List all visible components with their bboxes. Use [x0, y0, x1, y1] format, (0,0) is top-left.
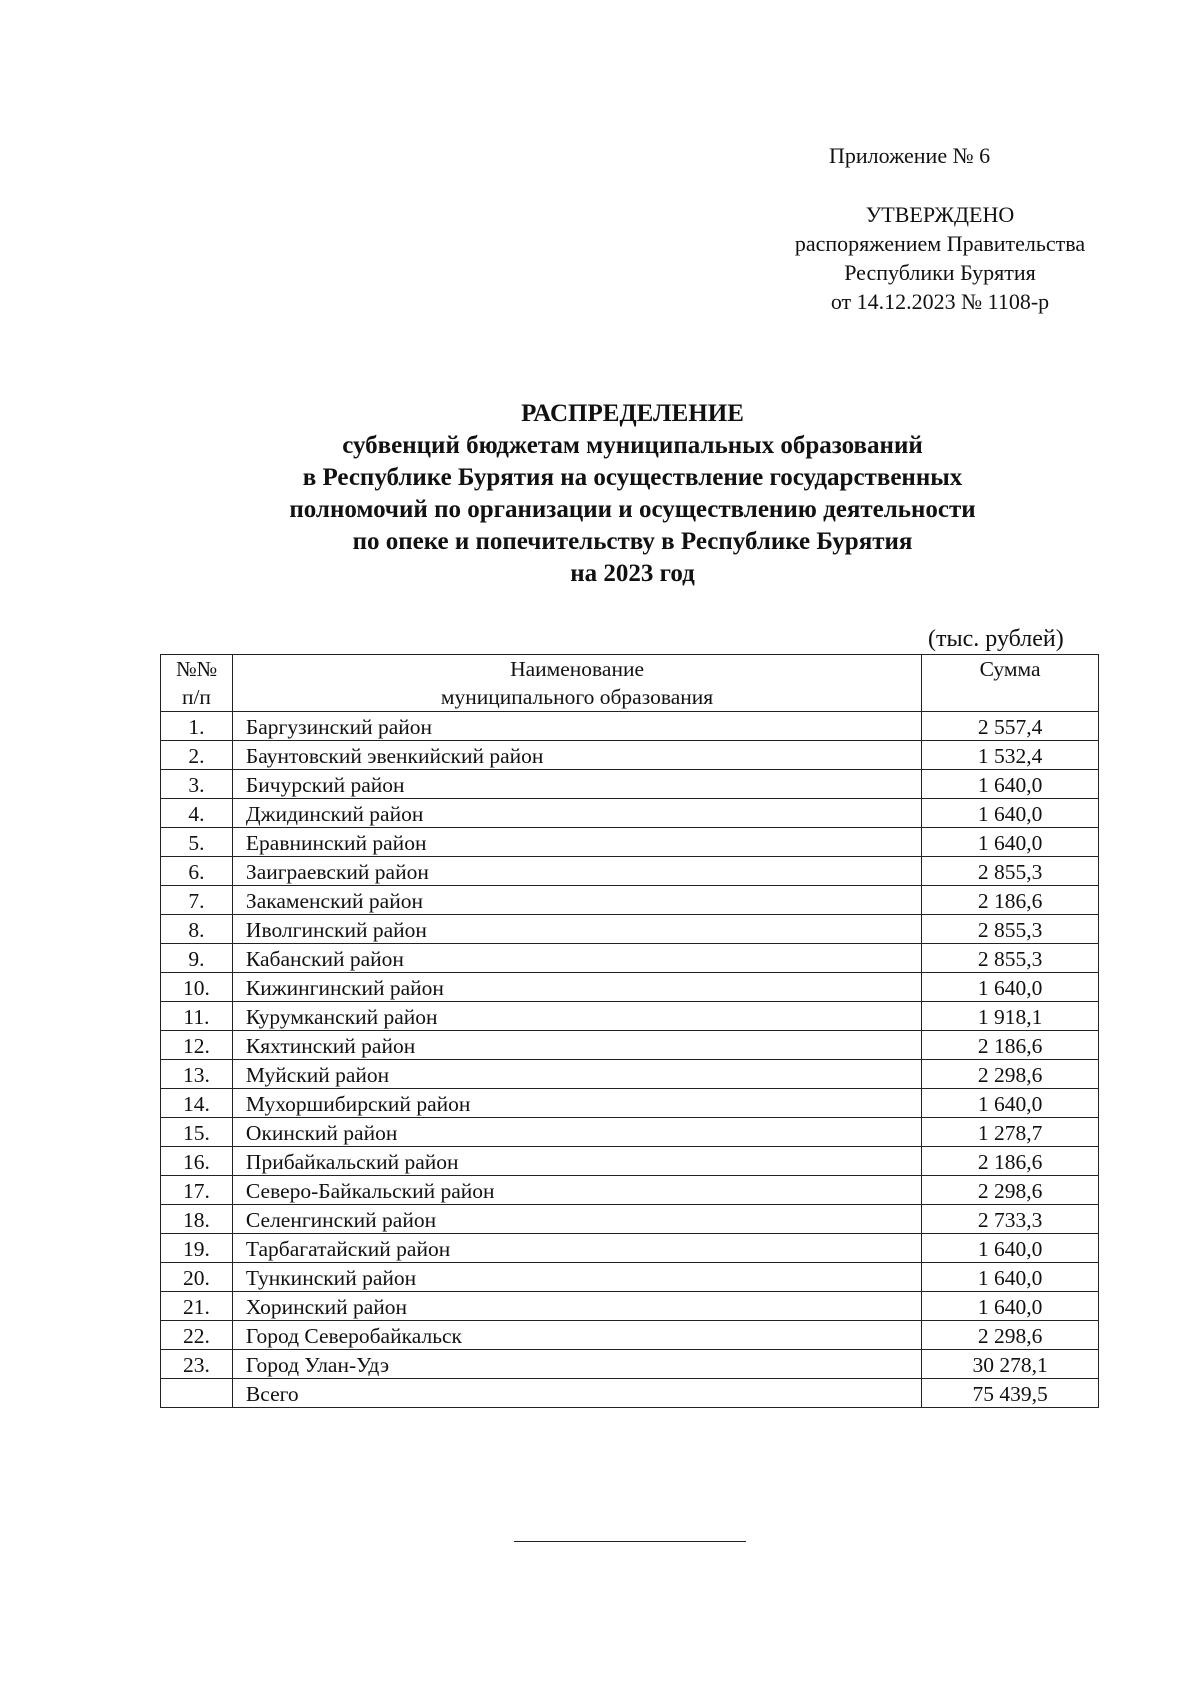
- row-num: 10.: [161, 973, 233, 1002]
- header-num: [161, 655, 233, 712]
- title-line: РАСПРЕДЕЛЕНИЕ: [521, 400, 744, 427]
- row-name: Окинский район: [232, 1118, 921, 1147]
- row-num: 5.: [161, 828, 233, 857]
- row-num: 12.: [161, 1031, 233, 1060]
- table-row: [161, 1234, 1099, 1263]
- table-row: [161, 1031, 1099, 1060]
- row-num: 19.: [161, 1234, 233, 1263]
- row-sum: 2 298,6: [922, 1060, 1099, 1089]
- row-num: 7.: [161, 886, 233, 915]
- approval-line: распоряжением Правительства: [794, 231, 1086, 256]
- row-name: Джидинский район: [232, 799, 921, 828]
- approval-line: УТВЕРЖДЕНО: [865, 202, 1015, 227]
- table-row: [161, 1118, 1099, 1147]
- row-sum: 2 298,6: [922, 1176, 1099, 1205]
- table-row: [161, 915, 1099, 944]
- row-num: 14.: [161, 1089, 233, 1118]
- row-name: Тункинский район: [232, 1263, 921, 1292]
- row-sum: 2 557,4: [922, 712, 1099, 741]
- row-num: 8.: [161, 915, 233, 944]
- table-row: [161, 944, 1099, 973]
- table-header-row: [161, 655, 1099, 712]
- row-name: Город Северобайкальск: [232, 1321, 921, 1350]
- table-row: [161, 1176, 1099, 1205]
- table-row: [161, 973, 1099, 1002]
- row-sum: 2 186,6: [922, 1031, 1099, 1060]
- title-line: по опеке и попечительству в Республике Бурятия: [352, 528, 913, 555]
- row-sum: 1 640,0: [922, 1292, 1099, 1321]
- table-row: [161, 857, 1099, 886]
- table-row: [161, 799, 1099, 828]
- table-row: [161, 741, 1099, 770]
- title-line: на 2023 год: [570, 560, 695, 587]
- table-row: [161, 1321, 1099, 1350]
- total-num: [161, 1379, 233, 1408]
- row-num: 18.: [161, 1205, 233, 1234]
- row-sum: 1 278,7: [922, 1118, 1099, 1147]
- row-num: 3.: [161, 770, 233, 799]
- row-name: Кижингинский район: [232, 973, 921, 1002]
- row-name: Тарбагатайский район: [232, 1234, 921, 1263]
- row-sum: 1 640,0: [922, 973, 1099, 1002]
- table-row: [161, 1089, 1099, 1118]
- header-num-line: п/п: [181, 685, 211, 709]
- row-name: Курумканский район: [232, 1002, 921, 1031]
- row-name: Муйский район: [232, 1060, 921, 1089]
- appendix-label: Приложение № 6: [829, 143, 991, 168]
- header-num-line: №№: [175, 657, 217, 681]
- row-num: 6.: [161, 857, 233, 886]
- total-label: Всего: [232, 1379, 921, 1408]
- row-num: 21.: [161, 1292, 233, 1321]
- table-row: [161, 1205, 1099, 1234]
- row-num: 11.: [161, 1002, 233, 1031]
- row-name: Кяхтинский район: [232, 1031, 921, 1060]
- row-name: Баргузинский район: [232, 712, 921, 741]
- row-name: Прибайкальский район: [232, 1147, 921, 1176]
- row-name: Северо-Байкальский район: [232, 1176, 921, 1205]
- table-row: [161, 828, 1099, 857]
- row-name: Город Улан-Удэ: [232, 1350, 921, 1379]
- row-num: 23.: [161, 1350, 233, 1379]
- table-row: [161, 1147, 1099, 1176]
- table-row: [161, 1263, 1099, 1292]
- row-name: Мухоршибирский район: [232, 1089, 921, 1118]
- row-num: 4.: [161, 799, 233, 828]
- row-sum: 1 640,0: [922, 1263, 1099, 1292]
- row-sum: 2 186,6: [922, 886, 1099, 915]
- row-name: Иволгинский район: [232, 915, 921, 944]
- row-sum: 2 855,3: [922, 857, 1099, 886]
- row-sum: 2 733,3: [922, 1205, 1099, 1234]
- row-sum: 1 640,0: [922, 1089, 1099, 1118]
- distribution-table: [160, 654, 1099, 1408]
- row-num: 16.: [161, 1147, 233, 1176]
- title-line: в Республике Бурятия на осуществление государственных: [302, 464, 963, 491]
- unit-label: (тыс. рублей): [928, 626, 1064, 652]
- approval-line: Республики Бурятия: [844, 260, 1036, 285]
- row-num: 2.: [161, 741, 233, 770]
- row-sum: 1 918,1: [922, 1002, 1099, 1031]
- table-row: [161, 712, 1099, 741]
- row-name: Закаменский район: [232, 886, 921, 915]
- row-sum: 2 186,6: [922, 1147, 1099, 1176]
- row-sum: 30 278,1: [922, 1350, 1099, 1379]
- row-num: 15.: [161, 1118, 233, 1147]
- row-num: 20.: [161, 1263, 233, 1292]
- table-row: [161, 1292, 1099, 1321]
- header-name-line: Наименование: [510, 657, 645, 681]
- row-name: Баунтовский эвенкийский район: [232, 741, 921, 770]
- row-sum: 1 640,0: [922, 770, 1099, 799]
- row-sum: 2 855,3: [922, 915, 1099, 944]
- row-name: Заиграевский район: [232, 857, 921, 886]
- row-name: Хоринский район: [232, 1292, 921, 1321]
- header-name-line: муниципального образования: [440, 685, 714, 709]
- table-total-row: [161, 1379, 1099, 1408]
- table-row: [161, 770, 1099, 799]
- title-line: полномочий по организации и осуществлению деятельности: [289, 496, 976, 523]
- row-sum: 1 532,4: [922, 741, 1099, 770]
- end-divider: [514, 1541, 746, 1542]
- total-sum: 75 439,5: [922, 1379, 1099, 1408]
- row-sum: 1 640,0: [922, 1234, 1099, 1263]
- document-title: [180, 398, 1085, 590]
- row-sum: 1 640,0: [922, 828, 1099, 857]
- header-sum: Сумма: [922, 655, 1099, 712]
- title-line: субвенций бюджетам муниципальных образований: [342, 432, 923, 459]
- table-row: [161, 886, 1099, 915]
- row-name: Бичурский район: [232, 770, 921, 799]
- table-row: [161, 1060, 1099, 1089]
- row-name: Кабанский район: [232, 944, 921, 973]
- row-num: 22.: [161, 1321, 233, 1350]
- row-sum: 2 298,6: [922, 1321, 1099, 1350]
- approval-stamp: [740, 200, 1140, 316]
- table-row: [161, 1350, 1099, 1379]
- approval-line: от 14.12.2023 № 1108-р: [830, 289, 1050, 314]
- row-num: 9.: [161, 944, 233, 973]
- row-num: 13.: [161, 1060, 233, 1089]
- header-name: [232, 655, 921, 712]
- row-num: 1.: [161, 712, 233, 741]
- table-body: [161, 712, 1099, 1408]
- row-name: Селенгинский район: [232, 1205, 921, 1234]
- row-name: Еравнинский район: [232, 828, 921, 857]
- row-sum: 1 640,0: [922, 799, 1099, 828]
- row-sum: 2 855,3: [922, 944, 1099, 973]
- table-row: [161, 1002, 1099, 1031]
- row-num: 17.: [161, 1176, 233, 1205]
